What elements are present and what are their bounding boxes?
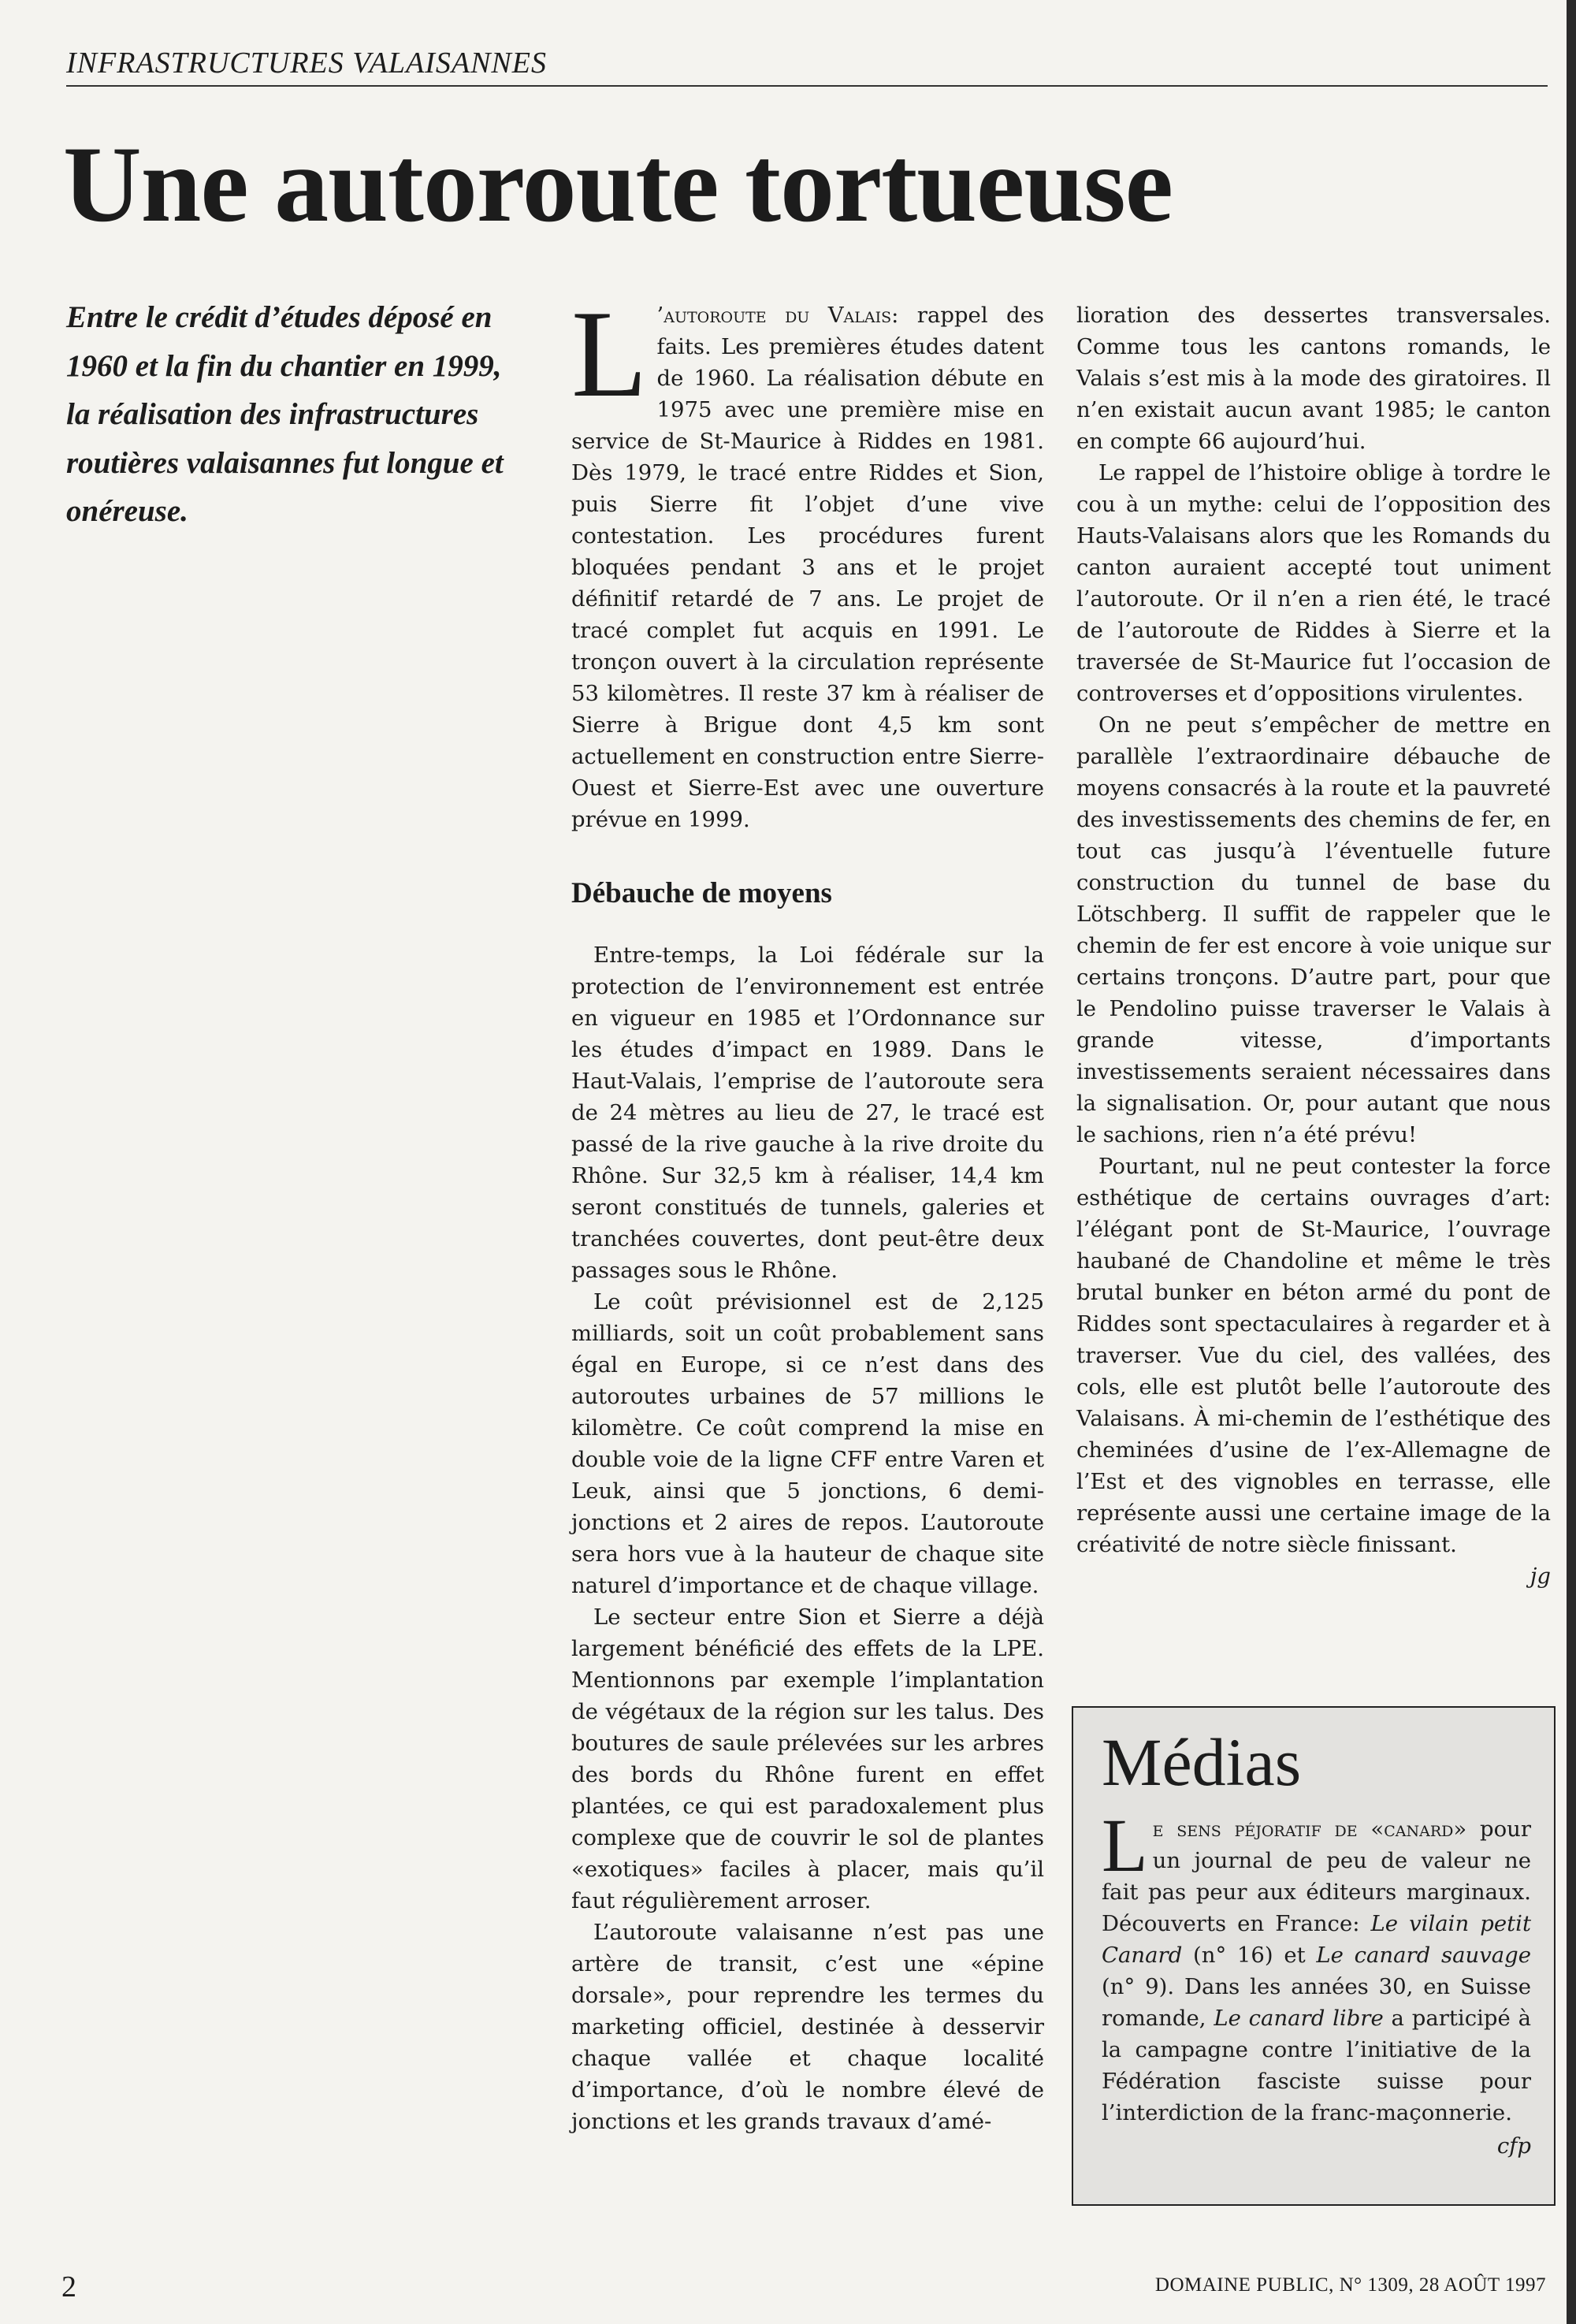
box-title-ref-1: Le vilain petit Canard	[1102, 1911, 1531, 1968]
article-paragraph-1	[571, 285, 1044, 835]
box-drop-cap: L	[1102, 1803, 1148, 1887]
publication-footer: DOMAINE PUBLIC, N° 1309, 28 AOÛT 1997	[1154, 2274, 1546, 2296]
box-title-ref-2: Le canard sauvage	[1316, 1943, 1532, 1968]
article-column-2	[1076, 299, 1551, 1592]
article-standfirst: Entre le crédit d’études déposé en 1960 et la fin du chantier en 1999, la réalisation des infrastructures routières valaisannes fut longue et onéreuse.	[66, 300, 504, 528]
article-signature: jg	[1530, 1564, 1551, 1589]
scan-edge	[1567, 0, 1576, 2324]
article-paragraph-9: Pourtant, nul ne peut contester la force esthétique de certains ouvrages d’art: l’élégant pont de St-Maurice, l’ouvrage haubané de Chandoline et même le très brutal bunker en béton armé du pont de Riddes sont spectaculaires à regarder et à traverser. Vue du ciel, des vallées, des cols, elle est plutôt belle l’autoroute des Valaisans. À mi-chemin de l’esthétique des cheminées d’usine de l’ex-Allemagne de l’Est et des vignobles en terrasse, elle représente aussi une certaine image de la créativité de notre siècle finissant.	[1076, 1154, 1551, 1557]
medias-box	[1072, 1706, 1556, 2206]
article-paragraph-5: L’autoroute valaisanne n’est pas une artère de transit, c’est une «épine dorsale», pour reprendre les termes du marketing officiel, destinée à desservir chaque vallée et chaque localité d’importance, d’où le nombre élevé de jonctions et les grands travaux d’amé-	[571, 1920, 1044, 2134]
box-lead-smallcaps: e sens péjoratif de «canard»	[1152, 1816, 1467, 1842]
medias-box-signature: cfp	[1496, 2133, 1531, 2159]
article-column-1	[571, 285, 1044, 2137]
box-text-part-3: (n° 9). Dans les années 30, en Suisse romande,	[1102, 1974, 1531, 2031]
section-rubric: INFRASTRUCTURES VALAISANNES	[66, 46, 1548, 87]
article-headline: Une autoroute tortueuse	[63, 124, 1173, 244]
article-paragraph-2: Entre-temps, la Loi fédérale sur la protection de l’environnement est entrée en vigueur en 1985 et l’Ordonnance sur les études d’impact en 1989. Dans le Haut-Valais, l’emprise de l’autoroute sera de 24 mètres au lieu de 27, le tracé est passé de la rive gauche à la rive droite du Rhône. Sur 32,5 km à réaliser, 14,4 km seront constitués de tunnels, galeries et tranchées couvertes, dont peut-être deux passages sous le Rhône.	[571, 943, 1044, 1283]
page-number: 2	[61, 2270, 76, 2304]
paragraph-1-text: : rappel des faits. Les premières études datent de 1960. La réalisation débute en 1975 avec une première mise en service de St-Maurice à Riddes en 1981. Dès 1979, le tracé entre Riddes et Sion, puis Sierre fit l’objet d’une vive contestation. Les procédures furent bloquées pendant 3 ans et le projet définitif retardé de 7 ans. Le projet de tracé complet fut acquis en 1991. Le tronçon ouvert à la circulation représente 53 kilomètres. Il reste 37 km à réaliser de Sierre à Brigue dont 4,5 km sont actuellement en construction entre Sierre-Ouest et Sierre-Est avec une ouverture prévue en 1999.	[571, 303, 1044, 832]
medias-box-title: Médias	[1102, 1724, 1302, 1800]
subheading: Débauche de moyens	[571, 877, 832, 909]
article-paragraph-3: Le coût prévisionnel est de 2,125 milliards, soit un coût probablement sans égal en Europe, si ce n’est dans des autoroutes urbaines de 57 millions le kilomètre. Ce coût comprend la mise en double voie de la ligne CFF entre Varen et Leuk, ainsi que 5 jonctions, 6 demi-jonctions et 2 aires de repos. L’autoroute sera hors vue à la hauteur de chaque site naturel d’importance et de chaque village.	[571, 1289, 1044, 1598]
article-paragraph-8: On ne peut s’empêcher de mettre en parallèle l’extraordinaire débauche de moyens consacrés à la route et la pauvreté des investissements des chemins de fer, en tout cas jusqu’à l’éventuelle future construction du tunnel de base du Lötschberg. Il suffit de rappeler que le chemin de fer est encore à voie unique sur certains tronçons. D’autre part, pour que le Pendolino puisse traverser le Valais à grande vitesse, d’importants investissements seraient nécessaires dans la signalisation. Or, pour autant que nous le sachions, rien n’a été prévu!	[1076, 712, 1551, 1147]
box-text-part-1: pour un journal de peu de valeur ne fait pas peur aux éditeurs marginaux. Découverts en France:	[1102, 1816, 1531, 1936]
box-text-part-4: a participé à la campagne contre l’initiative de la Fédération fasciste suisse pour l’interdiction de la franc-maçonnerie.	[1102, 2006, 1531, 2125]
article-paragraph-7: Le rappel de l’histoire oblige à tordre le cou à un mythe: celui de l’opposition des Hauts-Valaisans alors que les Romands du canton auraient accepté tout uniment l’autoroute. Or il n’en a rien été, le tracé de l’autoroute de Riddes à Sierre et la traversée de St-Maurice fut l’occasion de controverses et d’oppositions virulentes.	[1076, 460, 1551, 706]
drop-cap: L	[571, 285, 648, 423]
box-text-part-2: (n° 16) et	[1182, 1943, 1317, 1968]
article-paragraph-6: lioration des dessertes transversales. Comme tous les cantons romands, le Valais s’est mis à la mode des giratoires. Il n’en existait aucun avant 1985; le canton en compte 66 aujourd’hui.	[1076, 303, 1551, 454]
box-title-ref-3: Le canard libre	[1214, 2006, 1384, 2031]
lead-smallcaps: ’autoroute du Valais	[656, 303, 892, 328]
medias-box-text	[1102, 1803, 1532, 2129]
medias-box-content	[1102, 1719, 1531, 2159]
article-paragraph-4: Le secteur entre Sion et Sierre a déjà largement bénéficié des effets de la LPE. Mentionnons par exemple l’implantation de végétaux de la région sur les talus. Des boutures de saule prélevées sur les arbres des bords du Rhône furent en effet plantées, ce qui est paradoxalement plus complexe que de couvrir le sol de plantes «exotiques» faciles à placer, mais qu’il faut régulièrement arroser.	[571, 1604, 1044, 1913]
